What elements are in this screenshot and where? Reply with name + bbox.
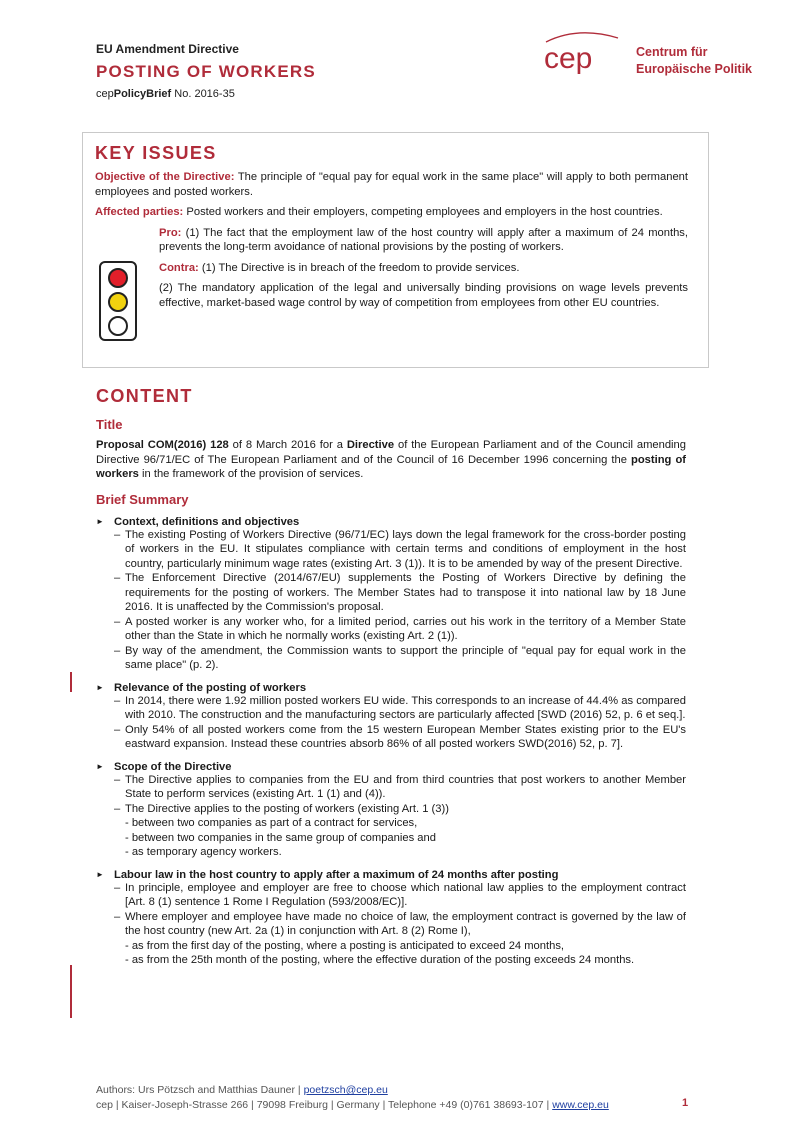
sub-item: - as from the 25th month of the posting, where the effective duration of the posting exceeds 24 months. <box>125 954 635 966</box>
sub-item: - as from the first day of the posting, where a posting is anticipated to exceed 24 months, <box>125 939 565 952</box>
contra-paragraph-2: (2) The mandatory application of the legal and universally binding provisions on wage levels prevents effective, market-based wage control by way of competition from employees from other EU countries. <box>159 282 688 309</box>
summary-section <box>96 761 686 860</box>
list-item: – A posted worker is any worker who, for a limited period, carries out his work in the territory of a Member State other than the State in which he normally works (existing Art. 2 (1)). <box>114 615 686 644</box>
list-item: – Where employer and employee have made no choice of law, the employment contract is governed by the law of the host country (new Art. 2a (1) in conjunction with Art. 8 (2) Rome I), <box>114 910 686 939</box>
footer-address: cep | Kaiser-Joseph-Strasse 266 | 79098 Freiburg | Germany | Telephone +49 (0)761 38693-107 | www.cep.eu <box>96 1099 609 1111</box>
brief-number: cepPolicyBrief No. 2016-35 <box>96 88 235 100</box>
dash-list <box>114 773 686 817</box>
list-item: – In 2014, there were 1.92 million posted workers EU wide. This corresponds to an increase of 44.4% as compared with 2010. The construction and the manufacturing sectors are particularly affected [SWD (2016) 52, p. 6 et seq.]. <box>114 694 686 723</box>
title-paragraph: Proposal COM(2016) 128 of 8 March 2016 for a Directive of the European Parliament and of the Council amending Directive 96/71/EC of The European Parliament and of the Council of 16 December 1996 concerning the posting of workers in the framework of the provision of services. <box>96 439 686 480</box>
key-issues-box <box>82 132 709 368</box>
section-heading: ► Relevance of the posting of workers <box>96 682 686 694</box>
contra-paragraph: Contra: (1) The Directive is in breach of the freedom to provide services. <box>159 261 520 274</box>
pro-contra-block <box>159 226 688 311</box>
dash-list <box>114 694 686 752</box>
sub-item: - between two companies in the same group of companies and <box>125 831 436 844</box>
sub-list <box>114 939 686 968</box>
list-item: – The Directive applies to the posting of workers (existing Art. 1 (3)) <box>114 802 686 817</box>
doc-type: EU Amendment Directive <box>96 42 239 56</box>
dash-list <box>114 881 686 939</box>
cep-logo-mark-icon <box>540 28 632 88</box>
list-item: – By way of the amendment, the Commission wants to support the principle of "equal pay for equal work in the same place" (p. 2). <box>114 644 686 673</box>
website-link[interactable]: www.cep.eu <box>552 1099 609 1111</box>
footer-authors: Authors: Urs Pötzsch and Matthias Dauner | poetzsch@cep.eu <box>96 1084 388 1096</box>
email-link[interactable]: poetzsch@cep.eu <box>303 1084 388 1096</box>
sub-item: - as temporary agency workers. <box>125 846 282 858</box>
summary-section <box>96 516 686 673</box>
white-light-icon <box>108 316 128 336</box>
sub-list <box>114 816 686 860</box>
cep-logo <box>540 28 770 88</box>
summary-section <box>96 869 686 968</box>
red-light-icon <box>108 268 128 288</box>
summary-section <box>96 682 686 752</box>
objective-paragraph: Objective of the Directive: The principle of "equal pay for equal work in the same place" will apply to both permanent employees and posted workers. <box>95 171 688 198</box>
logo-name: Centrum für Europäische Politik <box>636 45 753 76</box>
affected-paragraph: Affected parties: Posted workers and their employers, competing employees and employers in the host countries. <box>95 206 663 218</box>
content-section <box>96 386 686 968</box>
list-item: – The Directive applies to companies from the EU and from third countries that post workers to another Member State to perform services (existing Art. 1 (1) and (4)). <box>114 773 686 802</box>
section-heading: ► Scope of the Directive <box>96 761 686 773</box>
page-title: POSTING OF WORKERS <box>96 62 316 81</box>
traffic-light-icon <box>99 261 137 341</box>
pro-paragraph: Pro: (1) The fact that the employment law of the host country will apply after a maximum of 24 months, prevents the long-term avoidance of national provisions by the posting of workers. <box>159 226 688 253</box>
summary-heading: Brief Summary <box>96 491 189 507</box>
footer <box>96 1083 696 1113</box>
section-heading: ► Labour law in the host country to apply after a maximum of 24 months after posting <box>96 869 686 881</box>
content-heading: CONTENT <box>96 386 193 406</box>
change-marker <box>70 965 72 1018</box>
key-issues-heading: KEY ISSUES <box>95 143 217 163</box>
list-item: – The existing Posting of Workers Directive (96/71/EC) lays down the legal framework for the cross-border posting of workers in the EU. It stipulates compliance with certain terms and conditions of employment in the host country, particularly minimum wage rates (existing Art. 3 (1)). It is to be amended by way of the present Directive. <box>114 528 686 572</box>
change-marker <box>70 672 72 692</box>
list-item: – In principle, employee and employer are free to choose which national law applies to the employment contract [Art. 8 (1) sentence 1 Rome I Regulation (593/2008/EC)]. <box>114 881 686 910</box>
sub-item: - between two companies as part of a contract for services, <box>125 817 418 829</box>
section-heading: ► Context, definitions and objectives <box>96 516 686 528</box>
list-item: – The Enforcement Directive (2014/67/EU) supplements the Posting of Workers Directive by defining the requirements for the posting of workers. The Member States had to transpose it into national law by 18 June 2016. It is unaffected by the Commission's proposal. <box>114 571 686 615</box>
dash-list <box>114 528 686 673</box>
title-heading: Title <box>96 417 123 432</box>
yellow-light-icon <box>108 292 128 312</box>
page-number: 1 <box>682 1097 689 1109</box>
logo-mark-text: cep <box>544 42 593 75</box>
list-item: – Only 54% of all posted workers come from the 15 western European Member States existing prior to the EU's eastward expansion. Instead these countries absorb 86% of all posted workers SWD(2016) 52, p. 7]. <box>114 723 686 752</box>
